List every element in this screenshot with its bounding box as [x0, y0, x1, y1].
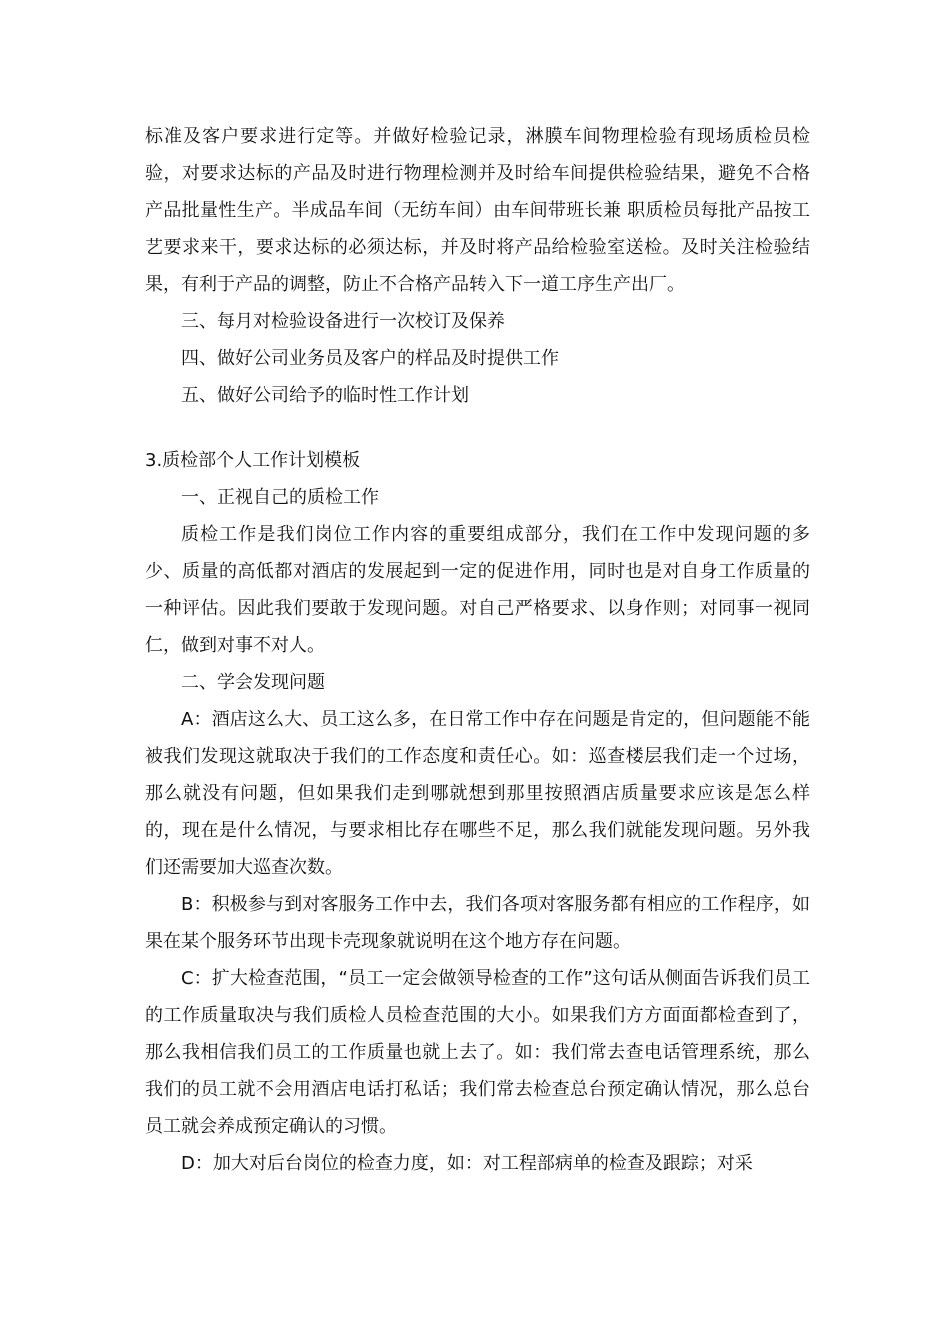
list-item-five: 五、做好公司给予的临时性工作计划: [181, 385, 469, 406]
subsection-heading-two: 二、学会发现问题: [181, 672, 325, 693]
paragraph-continuation: 标准及客户要求进行定等。并做好检验记录，淋膜车间物理检验有现场质检员检验，对要求达标的产品及时进行物理检测并及时给车间提供检验结果，避免不合格产品批量性生产。半成品车间（无纺车间）由车间带班长兼 职质检员每批产品按工艺要求来干，要求达标的必须达标，并及时将产品给检验室送检。及时关注检验结果，有利于产品的调整，防止不合格产品转入下一道工序生产出厂。: [145, 126, 810, 295]
document-body: [145, 118, 810, 1182]
subsection-heading-one: 一、正视自己的质检工作: [181, 487, 379, 508]
paragraph-point-c: C：扩大检查范围，“员工一定会做领导检查的工作”这句话从侧面告诉我们员工的工作质量取决与我们质检人员检查范围的大小。如果我们方方面面都检查到了，那么我相信我们员工的工作质量也就上去了。如：我们常去查电话管理系统，那么我们的员工就不会用酒店电话打私话；我们常去检查总台预定确认情况，那么总台员工就会养成预定确认的习惯。: [145, 968, 810, 1137]
paragraph-quality-work: 质检工作是我们岗位工作内容的重要组成部分，我们在工作中发现问题的多少、质量的高低都对酒店的发展起到一定的促进作用，同时也是对自身工作质量的一种评估。因此我们要敢于发现问题。对自己严格要求、以身作则；对同事一视同仁，做到对事不对人。: [145, 524, 810, 656]
paragraph-point-a: A：酒店这么大、员工这么多，在日常工作中存在问题是肯定的，但问题能不能被我们发现这就取决于我们的工作态度和责任心。如：巡查楼层我们走一个过场，那么就没有问题，但如果我们走到哪就想到那里按照酒店质量要求应该是怎么样的，现在是什么情况，与要求相比存在哪些不足，那么我们就能发现问题。另外我们还需要加大巡查次数。: [145, 709, 810, 878]
list-item-four: 四、做好公司业务员及客户的样品及时提供工作: [181, 348, 559, 369]
list-item-three: 三、每月对检验设备进行一次校订及保养: [181, 311, 505, 332]
paragraph-point-b: B：积极参与到对客服务工作中去，我们各项对客服务都有相应的工作程序，如果在某个服务环节出现卡壳现象就说明在这个地方存在问题。: [145, 894, 810, 952]
paragraph-point-d: D：加大对后台岗位的检查力度，如：对工程部病单的检查及跟踪；对采: [181, 1153, 753, 1174]
section-title: 3.质检部个人工作计划模板: [145, 450, 361, 471]
